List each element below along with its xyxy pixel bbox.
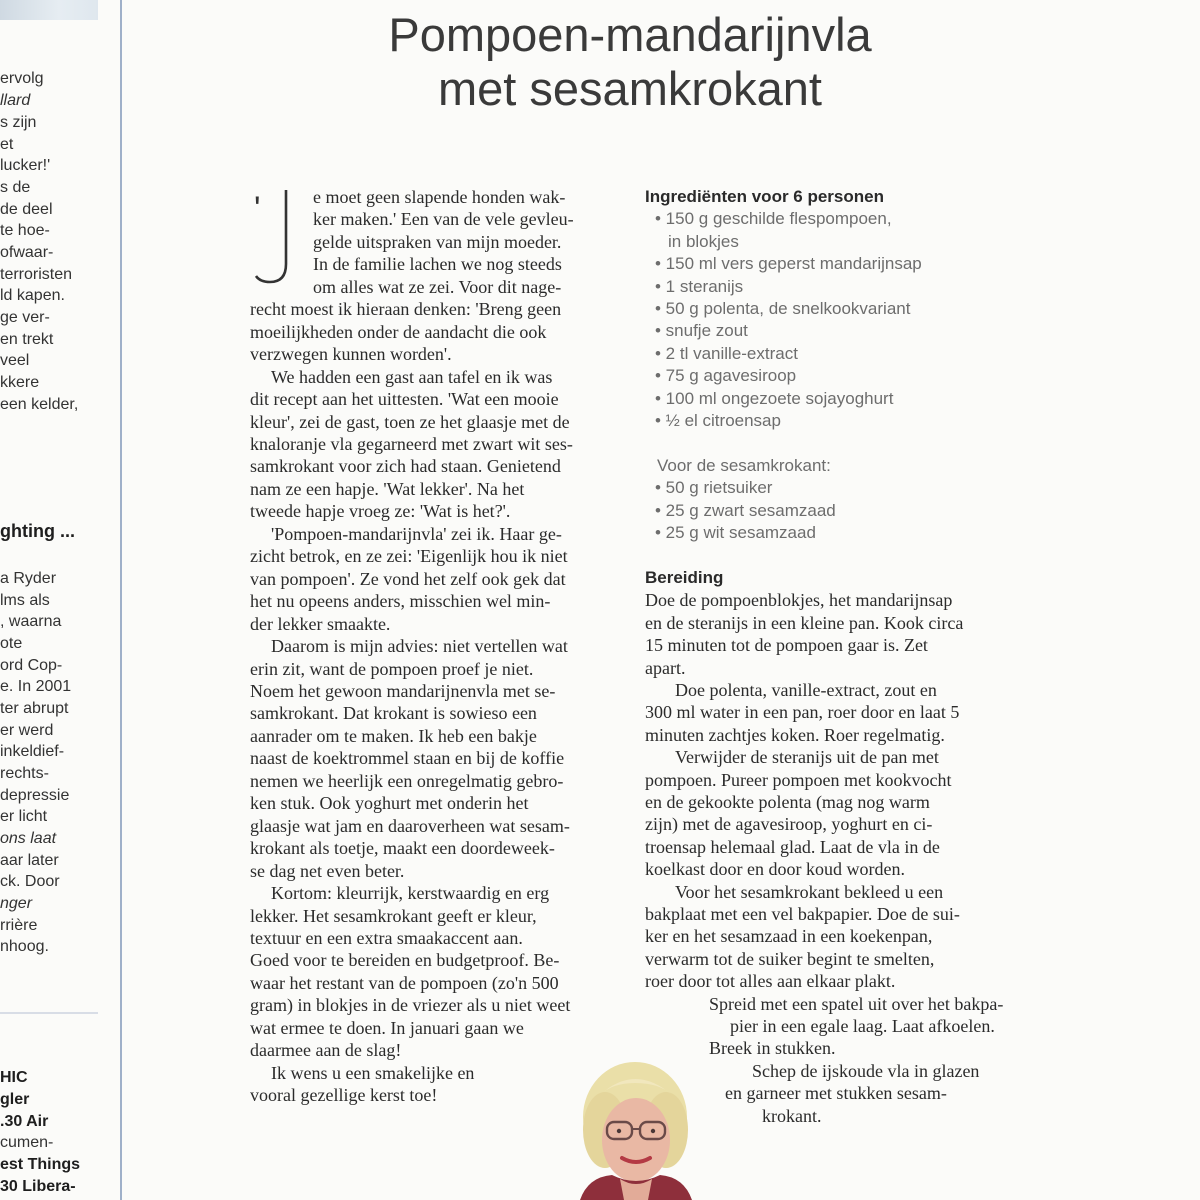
body-line: 'Pompoen-mandarijnvla' zei ik. Haar ge- bbox=[271, 523, 562, 544]
body-line: aanrader om te maken. Ik heb een bakje bbox=[250, 725, 537, 746]
ingredients-heading: Ingrediënten voor 6 personen bbox=[645, 187, 884, 206]
adjacent-photo bbox=[0, 0, 98, 20]
adjacent-text-line: ld kapen. bbox=[0, 287, 65, 304]
method-line: koelkast door en door koud worden. bbox=[645, 859, 905, 880]
body-line: zicht betrok, en ze zei: 'Eigenlijk hou ik niet bbox=[250, 546, 568, 567]
body-line: nam ze een hapje. 'Wat lekker'. Na het bbox=[250, 478, 525, 499]
adjacent-text-line: e. In 2001 bbox=[0, 678, 72, 695]
adjacent-text-line: 30 Libera- bbox=[0, 1178, 76, 1195]
ingredient-item: • ½ el citroensap bbox=[655, 411, 781, 431]
adjacent-text-line: ote bbox=[0, 635, 23, 652]
adjacent-text-line: rechts- bbox=[0, 765, 49, 782]
method-line: minuten zachtjes koken. Roer regelmatig. bbox=[645, 724, 945, 745]
body-line: In de familie lachen we nog steeds bbox=[313, 254, 562, 275]
body-line: van pompoen'. Ze vond het zelf ook gek dat bbox=[250, 568, 566, 589]
title-line: met sesamkrokant bbox=[438, 62, 822, 115]
method-line: pier in een egale laag. Laat afkoelen. bbox=[730, 1016, 995, 1036]
body-line: daarmee aan de slag! bbox=[250, 1040, 402, 1061]
method-line: en de gekookte polenta (mag nog warm bbox=[645, 791, 930, 812]
adjacent-text-line: rrière bbox=[0, 917, 38, 934]
body-line: om alles wat ze zei. Voor dit nage- bbox=[313, 276, 562, 297]
ingredient-item: • snufje zout bbox=[655, 321, 748, 341]
body-line: ken stuk. Ook yoghurt met onderin het bbox=[250, 793, 529, 814]
drop-cap-letter bbox=[256, 190, 286, 282]
adjacent-text-line: s zijn bbox=[0, 114, 37, 131]
adjacent-text-line: et bbox=[0, 136, 14, 153]
body-line: krokant als toetje, maakt een doordeweek- bbox=[250, 838, 555, 859]
method-line: Doe polenta, vanille-extract, zout en bbox=[675, 679, 937, 700]
method-line: troensap helemaal glad. Laat de vla in de bbox=[645, 836, 940, 857]
adjacent-text-line: a Ryder bbox=[0, 570, 57, 587]
method-line: verwarm tot de suiker begint te smelten, bbox=[645, 948, 935, 969]
adjacent-column bbox=[0, 0, 98, 1200]
adjacent-text-line: .30 Air bbox=[0, 1113, 49, 1130]
adjacent-text-line: cumen- bbox=[0, 1134, 54, 1151]
drop-cap bbox=[250, 186, 302, 286]
method-line: roer door tot alles aan elkaar plakt. bbox=[645, 971, 896, 992]
ingredient-item: • 50 g polenta, de snelkookvariant bbox=[655, 299, 911, 319]
body-line: wat ermee te doen. In januari gaan we bbox=[250, 1017, 524, 1038]
body-line: Noem het gewoon mandarijnenvla met se- bbox=[250, 680, 556, 701]
adjacent-text-line: nhoog. bbox=[0, 938, 49, 955]
body-line: lekker. Het sesamkrokant geeft er kleur, bbox=[250, 905, 537, 926]
author-portrait bbox=[560, 1055, 710, 1200]
body-line: Daarom is mijn advies: niet vertellen wat bbox=[271, 636, 568, 657]
adjacent-text-line: ervolg bbox=[0, 70, 44, 87]
adjacent-text-line: ter abrupt bbox=[0, 700, 69, 717]
adjacent-text-line: ge ver- bbox=[0, 309, 50, 326]
method-line: Voor het sesamkrokant bekleed u een bbox=[675, 881, 944, 902]
body-line: vooral gezellige kerst toe! bbox=[250, 1085, 438, 1106]
drop-cap-quote: ' bbox=[254, 190, 261, 228]
method-line: en garneer met stukken sesam- bbox=[725, 1083, 947, 1104]
adjacent-text-line: inkeldief- bbox=[0, 743, 65, 760]
method-line: bakplaat met een vel bakpapier. Doe de sui- bbox=[645, 903, 960, 924]
body-line: naast de koektrommel staan en bij de koffie bbox=[250, 748, 565, 769]
body-line: moeilijkheden onder de aandacht die ook bbox=[250, 321, 547, 342]
body-line: het nu opeens anders, misschien wel min- bbox=[250, 591, 551, 612]
adjacent-text-line: ofwaar- bbox=[0, 244, 54, 261]
ingredient-item: • 2 tl vanille-extract bbox=[655, 343, 798, 363]
adjacent-text-line: er licht bbox=[0, 808, 48, 825]
body-line: textuur en een extra smaakaccent aan. bbox=[250, 927, 523, 948]
method-line: en de steranijs in een kleine pan. Kook circa bbox=[645, 612, 964, 633]
adjacent-text-line: s de bbox=[0, 179, 31, 196]
method-line: 15 minuten tot de pompoen gaar is. Zet bbox=[645, 635, 928, 656]
body-line: ker maken.' Een van de vele gevleu- bbox=[313, 209, 574, 230]
method-line: pompoen. Pureer pompoen met kookvocht bbox=[645, 769, 952, 790]
article-title bbox=[270, 8, 990, 116]
body-line: dit recept aan het uittesten. 'Wat een mooie bbox=[250, 389, 559, 410]
method-line: Breek in stukken. bbox=[709, 1038, 836, 1059]
method-line: Spreid met een spatel uit over het bakpa- bbox=[709, 993, 1004, 1014]
method-line: Doe de pompoenblokjes, het mandarijnsap bbox=[645, 590, 953, 611]
body-line: se dag net even beter. bbox=[250, 860, 405, 881]
ingredient-item: • 1 steranijs bbox=[655, 276, 744, 296]
body-line: knaloranje vla gegarneerd met zwart wit ses- bbox=[250, 433, 573, 454]
body-line: der lekker smaakte. bbox=[250, 613, 391, 634]
ingredient-item: • 150 ml vers geperst mandarijnsap bbox=[655, 254, 922, 274]
adjacent-text-line: aar later bbox=[0, 852, 59, 869]
adjacent-text-line: nger bbox=[0, 895, 33, 912]
body-line: tweede hapje vroeg ze: 'Wat is het?'. bbox=[250, 501, 511, 522]
adjacent-text-line: llard bbox=[0, 92, 31, 109]
adjacent-text-line: te hoe- bbox=[0, 222, 50, 239]
adjacent-text-line: , waarna bbox=[0, 613, 62, 630]
body-line: Goed voor te bereiden en budgetproof. Be- bbox=[250, 950, 560, 971]
ingredient-item: • 75 g agavesiroop bbox=[655, 366, 797, 386]
adjacent-text-line: ord Cop- bbox=[0, 657, 63, 674]
ingredient-item: • 150 g geschilde flespompoen, bbox=[655, 209, 892, 229]
body-line: e moet geen slapende honden wak- bbox=[313, 187, 566, 207]
method-line: 300 ml water in een pan, roer door en laat 5 bbox=[645, 702, 960, 723]
body-line: glaasje wat jam en daaroverheen wat sesam- bbox=[250, 815, 570, 836]
adjacent-text-line: terroristen bbox=[0, 266, 73, 283]
adjacent-text-line: lucker!' bbox=[0, 157, 51, 174]
adjacent-divider bbox=[0, 1012, 98, 1014]
body-line: samkrokant. Dat krokant is sowieso een bbox=[250, 703, 537, 724]
krokant-item: • 25 g wit sesamzaad bbox=[655, 523, 816, 543]
article-body bbox=[250, 186, 622, 1107]
method-line: ker en het sesamzaad in een koekenpan, bbox=[645, 926, 933, 947]
body-line: nemen we heerlijk een onregelmatig gebro- bbox=[250, 770, 564, 791]
body-line: gram) in blokjes in de vriezer als u niet weet bbox=[250, 995, 571, 1016]
body-line: Ik wens u een smakelijke en bbox=[271, 1062, 475, 1083]
method-line: krokant. bbox=[762, 1105, 822, 1126]
body-line: Kortom: kleurrijk, kerstwaardig en erg bbox=[271, 883, 550, 904]
body-line: kleur', zei de gast, toen ze het glaasje met de bbox=[250, 411, 570, 432]
recipe-column bbox=[645, 186, 1015, 1127]
method-line: Verwijder de steranijs uit de pan met bbox=[675, 747, 939, 768]
body-line: waar het restant van de pompoen (zo'n 500 bbox=[250, 972, 559, 993]
adjacent-text-line: ck. Door bbox=[0, 873, 60, 890]
krokant-item: • 50 g rietsuiker bbox=[655, 478, 773, 498]
adjacent-text-line: HIC bbox=[0, 1069, 28, 1086]
adjacent-text-line: er werd bbox=[0, 722, 54, 739]
adjacent-text-line: kkere bbox=[0, 374, 40, 391]
adjacent-text-line: lms als bbox=[0, 592, 50, 609]
body-line: verzwegen kunnen worden'. bbox=[250, 344, 452, 365]
adjacent-heading: ghting ... bbox=[0, 521, 75, 541]
ingredient-item: in blokjes bbox=[668, 231, 739, 251]
adjacent-text-line: de deel bbox=[0, 201, 53, 218]
method-heading: Bereiding bbox=[645, 567, 724, 587]
adjacent-text-line: een kelder, bbox=[0, 396, 79, 413]
column-divider bbox=[120, 0, 122, 1200]
adjacent-text-line: veel bbox=[0, 352, 30, 369]
method-line: zijn) met de agavesiroop, yoghurt en ci- bbox=[645, 814, 933, 835]
body-line: recht moest ik hieraan denken: 'Breng geen bbox=[250, 299, 562, 320]
body-line: samkrokant voor zich had staan. Genietend bbox=[250, 456, 561, 477]
ingredient-item: • 100 ml ongezoete sojayoghurt bbox=[655, 388, 894, 408]
body-line: erin zit, want de pompoen proef je niet. bbox=[250, 658, 534, 679]
krokant-item: • 25 g zwart sesamzaad bbox=[655, 500, 836, 520]
krokant-heading: Voor de sesamkrokant: bbox=[657, 455, 831, 475]
body-line: We hadden een gast aan tafel en ik was bbox=[271, 366, 553, 387]
adjacent-text-line: depressie bbox=[0, 787, 70, 804]
adjacent-text-line: gler bbox=[0, 1091, 30, 1108]
adjacent-text-line: est Things bbox=[0, 1156, 81, 1173]
title-line: Pompoen-mandarijnvla bbox=[388, 8, 872, 61]
method-line: apart. bbox=[645, 657, 686, 678]
body-line: gelde uitspraken van mijn moeder. bbox=[313, 231, 562, 252]
adjacent-text-line: ons laat bbox=[0, 830, 57, 847]
adjacent-text-line: en trekt bbox=[0, 331, 54, 348]
method-line: Schep de ijskoude vla in glazen bbox=[752, 1060, 980, 1081]
